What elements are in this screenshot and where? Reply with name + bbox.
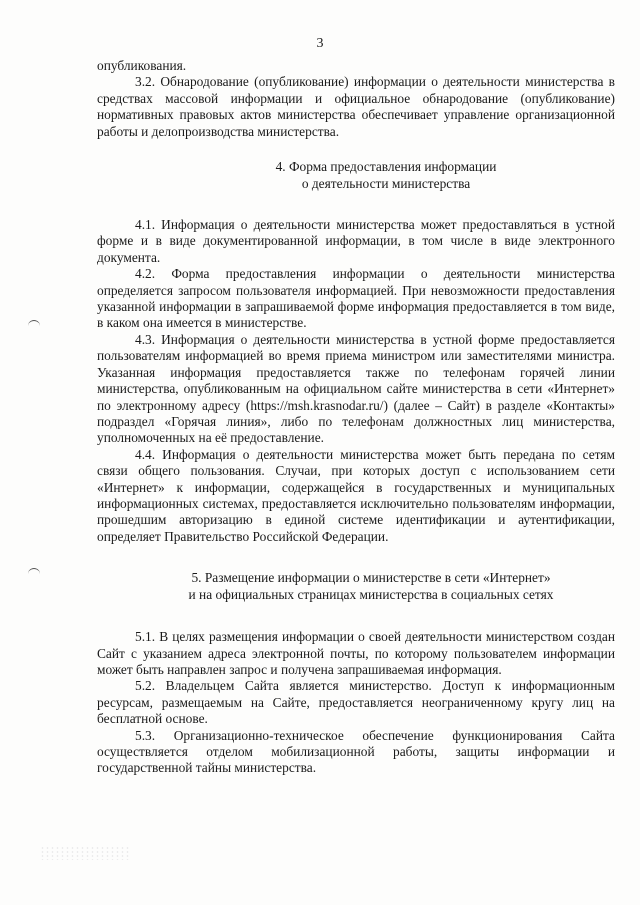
section-heading-5-line-1: 5. Размещение информации о министерстве в сети «Интернет» [191, 570, 551, 586]
paragraph-5-2: 5.2. Владельцем Сайта является министерство. Доступ к информационным ресурсам, размещаемым на Сайте, предоставляется неограниченному кругу лиц на бесплатной основе. [97, 678, 615, 727]
paragraph-4-2: 4.2. Форма предоставления информации о деятельности министерства определяется запросом пользователя информацией. При невозможности предоставления указанной информации в запрашиваемой форме информация предоставляется в том виде, в каком она имеется в министерстве. [97, 266, 615, 331]
paragraph-4-4: 4.4. Информация о деятельности министерства может быть передана по сетям связи общего пользования. Случаи, при которых доступ с использованием сети «Интернет» к информации, содержащейся в государственных и муниципальных информационных системах, предоставляется исключительно пользователям информации, прошедшим авторизацию в единой системе идентификации и аутентификации, определяет Правительство Российской Федерации. [97, 446, 615, 544]
paragraph-5-3: 5.3. Организационно-техническое обеспечение функционирования Сайта осуществляется отделом мобилизационной работы, защиты информации и государственной тайны министерства. [97, 727, 615, 776]
paragraph-3-2: 3.2. Обнародование (опубликование) информации о деятельности министерства в средствах массовой информации и официальное обнародование (опубликование) нормативных правовых актов министерства обеспечивает управление организационной работы и делопроизводства министерства. [97, 74, 615, 139]
scan-noise [40, 846, 130, 860]
section-heading-4-line-1: 4. Форма предоставления информации [275, 159, 497, 175]
paragraph-4-1: 4.1. Информация о деятельности министерства может предоставляться в устной форме и в виде документированной информации, в том числе в виде электронного документа. [97, 217, 615, 265]
paragraph-continuation: опубликования. [97, 58, 187, 73]
paragraph-4-3: 4.3. Информация о деятельности министерства в устной форме предоставляется пользователям информацией во время приема министром или заместителями министра. Указанная информация предоставляется также по телефонам горячей линии министерства, опубликованным на официальном сайте министерства в сети «Интернет» по электронному адресу (https://msh.krasnodar.ru/) (далее – Сайт) в разделе «Контакты» подраздел «Горячая линия», либо по телефонам должностных лиц министерства, уполномоченных на её предоставление. [97, 331, 615, 446]
margin-hole-mark [28, 320, 40, 327]
page-number: 3 [316, 36, 324, 51]
margin-hole-mark [28, 568, 40, 575]
section-heading-5 [97, 569, 615, 603]
paragraph-5-1: 5.1. В целях размещения информации о своей деятельности министерством создан Сайт с указанием адреса электронной почты, по которому пользователем информации может быть направлен запрос и получена запрашиваемая информация. [97, 629, 615, 677]
document-body [97, 58, 615, 777]
section-heading-5-line-2: и на официальных страницах министерства в социальных сетях [188, 587, 554, 603]
section-heading-4-line-2: о деятельности министерства [301, 176, 471, 192]
section-heading-4 [97, 158, 615, 192]
